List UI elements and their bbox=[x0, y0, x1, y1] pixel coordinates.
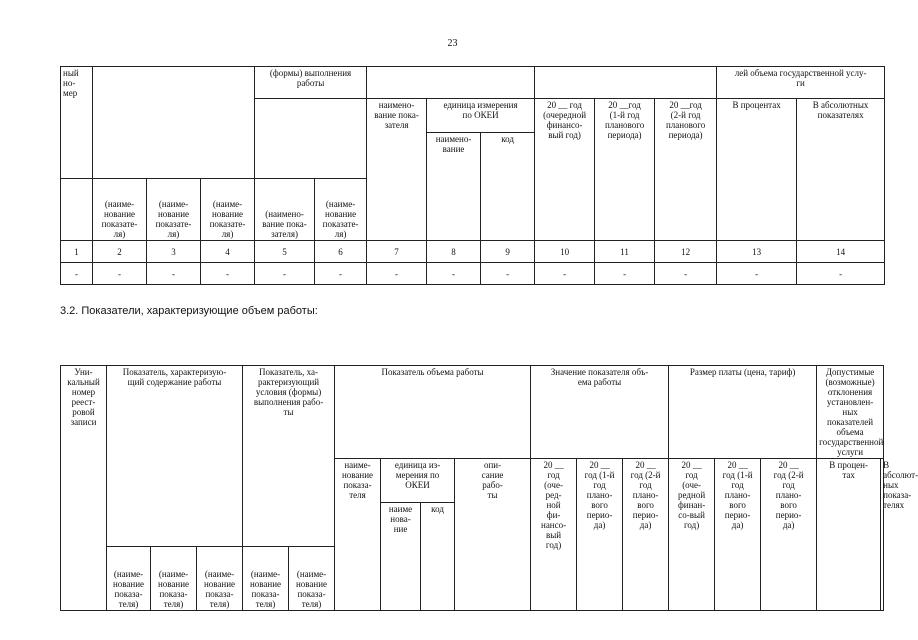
table1-unit-code: код bbox=[481, 133, 535, 241]
table1-deviation-header: лей объема государственной услу- ги bbox=[717, 67, 885, 99]
table1-dash: - bbox=[61, 263, 93, 285]
table2-unit-name: наиме нова- ние bbox=[381, 503, 421, 611]
table1-num: 9 bbox=[481, 241, 535, 263]
table1-year2: 20 __год (1-й год планового периода) bbox=[595, 99, 655, 241]
table2-content-header: Показатель, характеризую- щий содержание работы bbox=[107, 366, 243, 547]
table1-num: 1 bbox=[61, 241, 93, 263]
table2-sub-e: (наиме- нование показа- теля) bbox=[289, 547, 335, 611]
table2-value-y3: 20 __ год (2-й год плано- вого перио- да) bbox=[623, 459, 669, 611]
section-title: 3.2. Показатели, характеризующие объем работы: bbox=[60, 305, 318, 317]
table1-conditions-header: (формы) выполнения работы bbox=[255, 67, 367, 99]
table2-fee-header: Размер платы (цена, тариф) bbox=[669, 366, 817, 459]
table1-col1-blank bbox=[61, 179, 93, 241]
table1-sub-a: (наиме- нование показате- ля) bbox=[93, 179, 147, 241]
table1-num: 8 bbox=[427, 241, 481, 263]
table2-unit-header: единица из- мерения по ОКЕИ bbox=[381, 459, 455, 503]
table2-fee-y1: 20 __ год (оче- редной финан- со-вый год) bbox=[669, 459, 715, 611]
table1-dash: - bbox=[367, 263, 427, 285]
table2-value-y2: 20 __ год (1-й год плано- вого перио- да) bbox=[577, 459, 623, 611]
table2-sub-a: (наиме- нование показа- теля) bbox=[107, 547, 151, 611]
table1-dash: - bbox=[315, 263, 367, 285]
table2-sub-b: (наиме- нование показа- теля) bbox=[151, 547, 197, 611]
table1-num: 11 bbox=[595, 241, 655, 263]
table2-description: опи- сание рабо- ты bbox=[455, 459, 531, 611]
table1-num: 7 bbox=[367, 241, 427, 263]
table1-year1: 20 __ год (очередной финансо- вый год) bbox=[535, 99, 595, 241]
table1-dev-percent: В процентах bbox=[717, 99, 797, 241]
table1-dash: - bbox=[717, 263, 797, 285]
table1-dash: - bbox=[93, 263, 147, 285]
table2-value-y1: 20 __ год (оче- ред- ной фи- нансо- вый год) bbox=[531, 459, 577, 611]
table2-indicator-name: наиме- нование показа- теля bbox=[335, 459, 381, 611]
table2-volume-header: Показатель объема работы bbox=[335, 366, 531, 459]
table1-value-header bbox=[535, 67, 717, 99]
service-volume-table-continued bbox=[60, 66, 885, 285]
table1-sub-e: (наиме- нование показате- ля) bbox=[315, 179, 367, 241]
page-number: 23 bbox=[447, 38, 458, 49]
table1-sub-d: (наимено- вание пока- зателя) bbox=[255, 179, 315, 241]
table2-conditions-header: Показатель, ха- рактеризующий условия (формы) выполнения рабо- ты bbox=[243, 366, 335, 547]
table1-year3: 20 __год (2-й год планового периода) bbox=[655, 99, 717, 241]
table2-fee-y2: 20 __ год (1-й год плано- вого перио- да) bbox=[715, 459, 761, 611]
table1-num: 2 bbox=[93, 241, 147, 263]
table1-indicator-header bbox=[367, 67, 535, 99]
table1-unit-header: единица измерения по ОКЕИ bbox=[427, 99, 535, 133]
table1-dev-absolute: В абсолютных показателях bbox=[797, 99, 885, 241]
table1-num: 12 bbox=[655, 241, 717, 263]
table1-indicator-name: наимено- вание пока- зателя bbox=[367, 99, 427, 241]
table2-unique-header: Уни- кальный номер реест- ровой записи bbox=[61, 366, 107, 611]
table1-dash: - bbox=[147, 263, 201, 285]
table2-sub-c: (наиме- нование показа- теля) bbox=[197, 547, 243, 611]
table2-sub-d: (наиме- нование показа- теля) bbox=[243, 547, 289, 611]
table1-dash: - bbox=[535, 263, 595, 285]
table2-dev-absolute: В абсолют- ных показа- телях bbox=[881, 459, 884, 611]
table2-fee-y3: 20 __ год (2-й год плано- вого перио- да) bbox=[761, 459, 817, 611]
table2-dev-percent: В процен- тах bbox=[817, 459, 881, 611]
table1-num: 6 bbox=[315, 241, 367, 263]
table1-num: 3 bbox=[147, 241, 201, 263]
table1-dash: - bbox=[255, 263, 315, 285]
table1-dash: - bbox=[797, 263, 885, 285]
table2-unit-code: код bbox=[421, 503, 455, 611]
table1-num: 14 bbox=[797, 241, 885, 263]
table2-deviation-header: Допустимые (возможные) отклонения установлен- ных показателей объема государственной услуги bbox=[817, 366, 884, 459]
table1-dash: - bbox=[427, 263, 481, 285]
table2-value-header: Значение показателя объ- ема работы bbox=[531, 366, 669, 459]
table1-col1-header: ный но- мер bbox=[61, 67, 93, 179]
table1-conditions-blank bbox=[255, 99, 367, 179]
table1-num: 13 bbox=[717, 241, 797, 263]
table1-dash: - bbox=[595, 263, 655, 285]
table1-dash: - bbox=[655, 263, 717, 285]
table1-content-header bbox=[93, 67, 255, 179]
table1-unit-name: наимено- вание bbox=[427, 133, 481, 241]
table1-sub-b: (наиме- нование показате- ля) bbox=[147, 179, 201, 241]
table1-num: 5 bbox=[255, 241, 315, 263]
table1-num: 10 bbox=[535, 241, 595, 263]
table1-dash: - bbox=[201, 263, 255, 285]
table1-num: 4 bbox=[201, 241, 255, 263]
table1-dash: - bbox=[481, 263, 535, 285]
table1-sub-c: (наиме- нование показате- ля) bbox=[201, 179, 255, 241]
work-volume-table bbox=[60, 365, 918, 611]
